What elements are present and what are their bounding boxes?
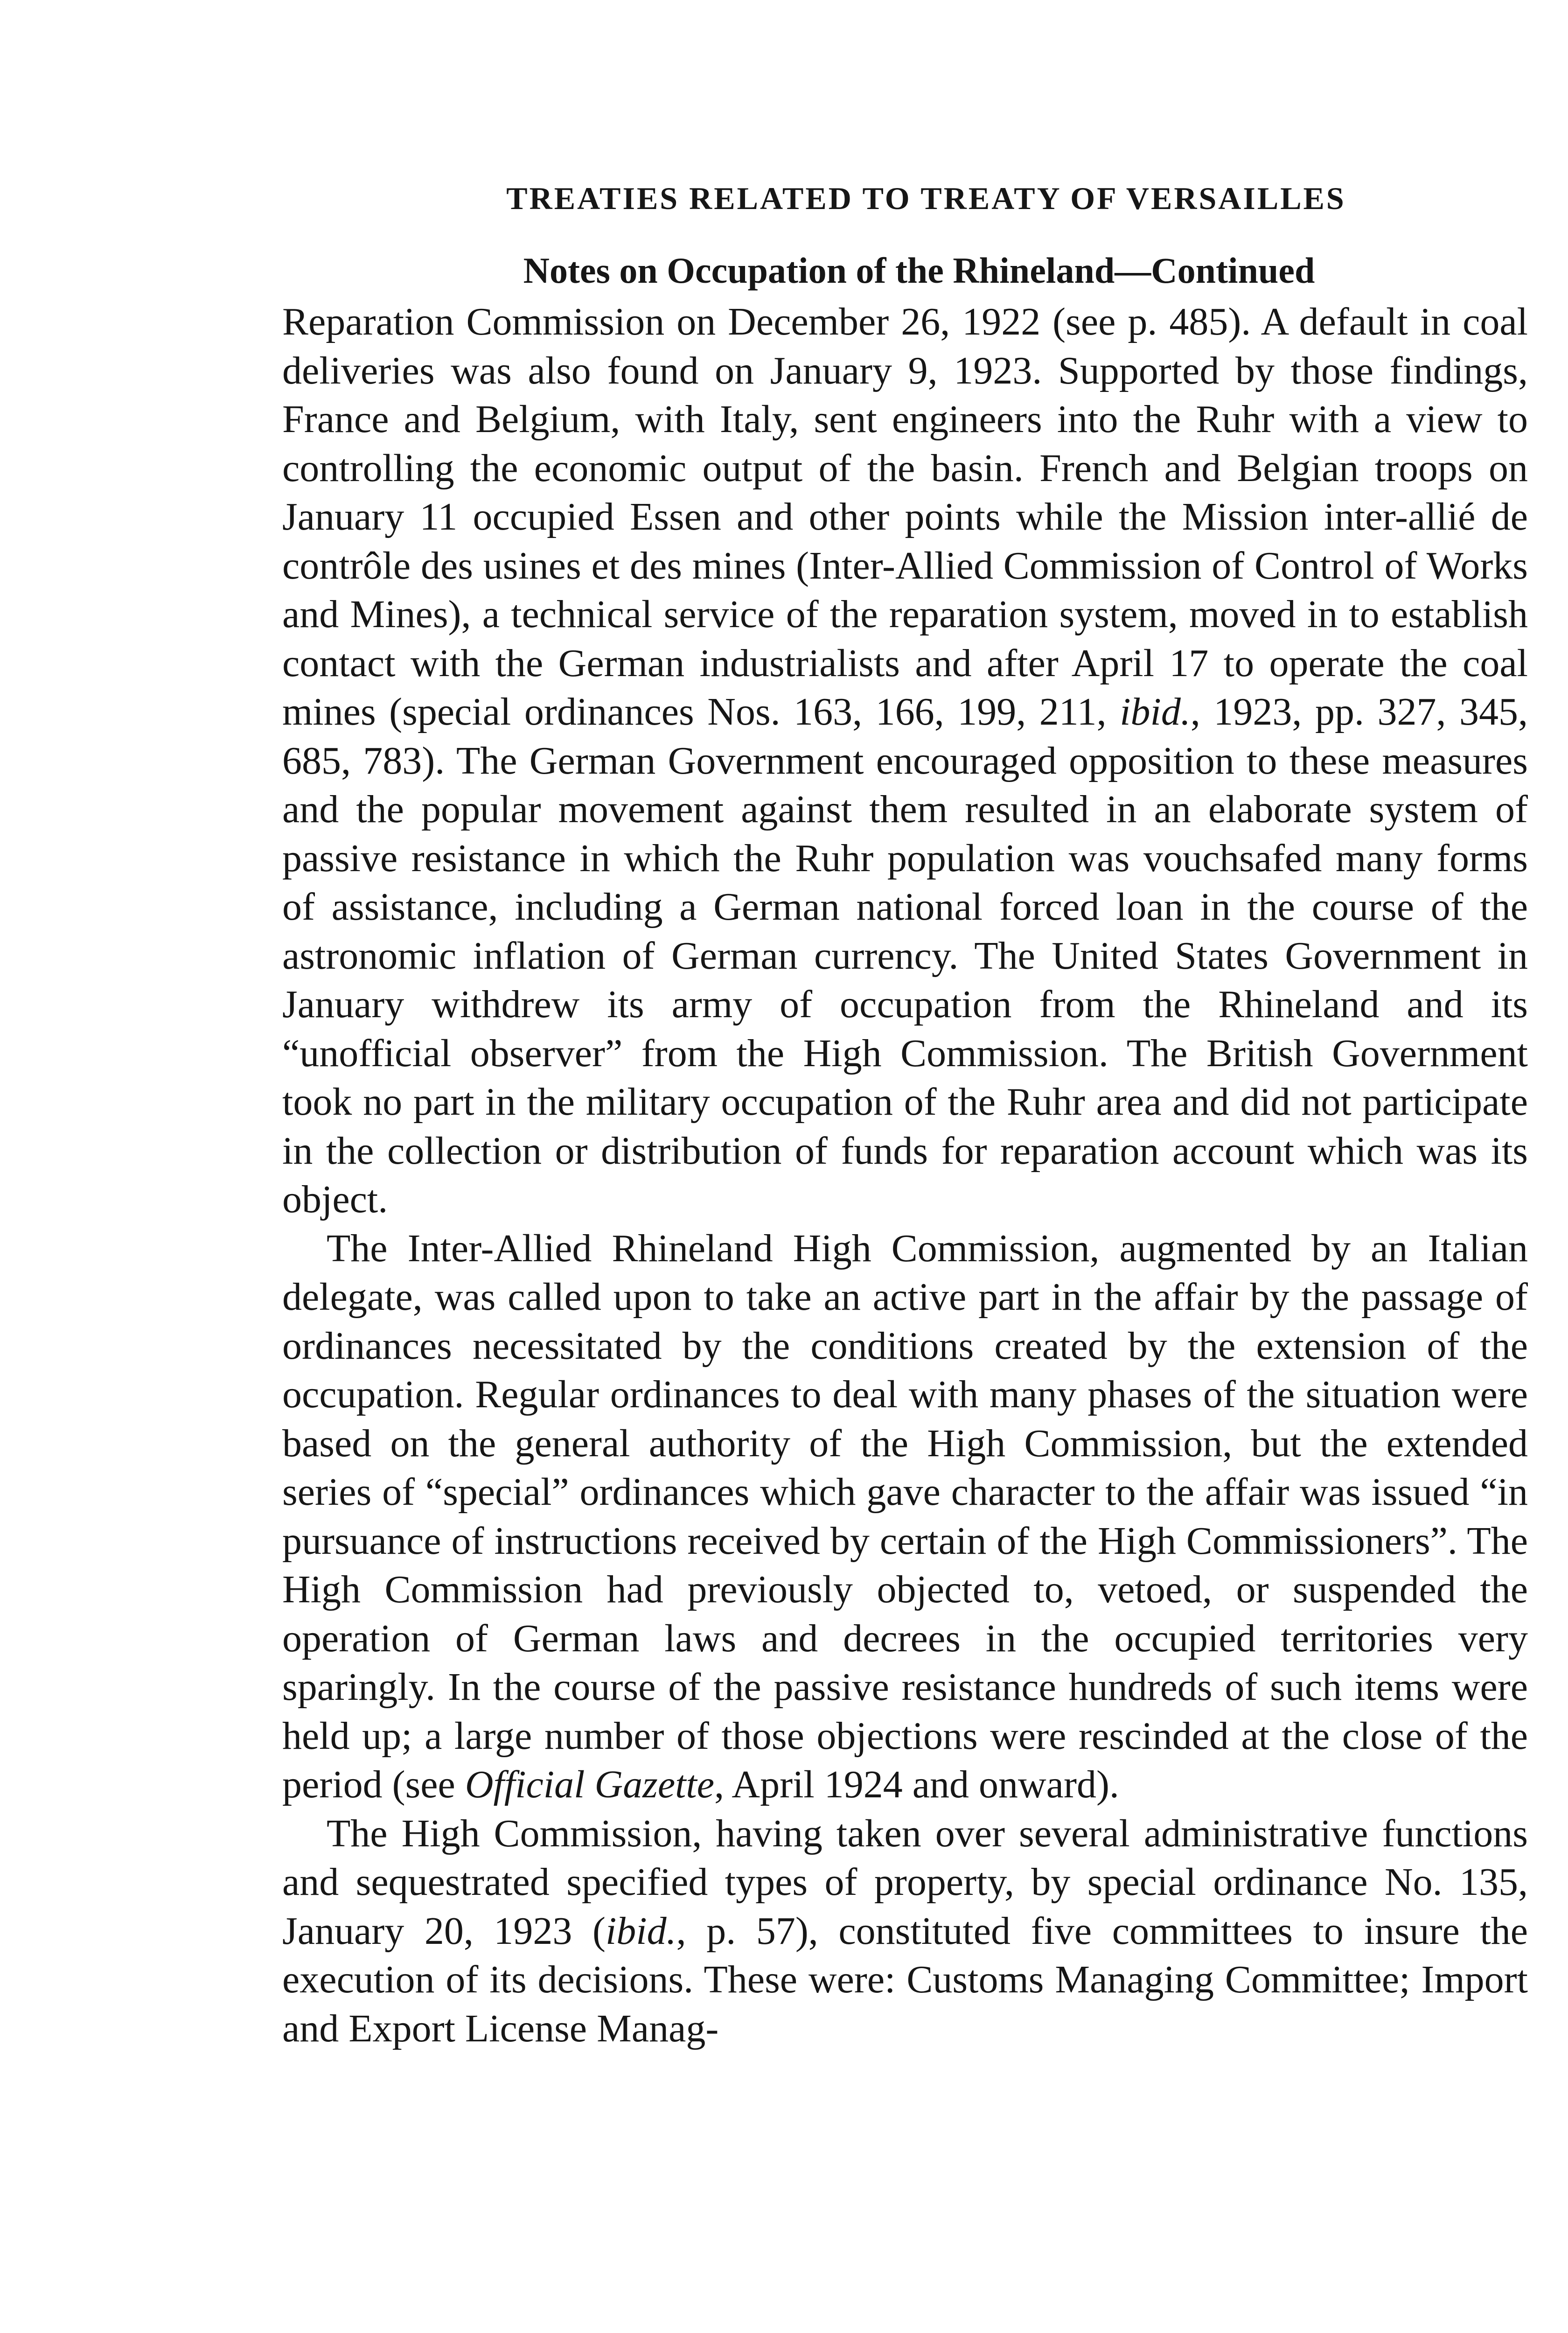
- paragraph-1-ibid-citation: ibid.: [1120, 690, 1191, 733]
- paragraph-2-official-gazette-citation: Official Gazette: [465, 1763, 715, 1806]
- document-page: [282, 177, 1528, 2053]
- running-head: TREATIES RELATED TO TREATY OF VERSAILLES: [506, 181, 1346, 216]
- paragraph-2-text-1: The Inter-Allied Rhineland High Commission, augmented by an Italian delegate, was called upon to take an active part in the affair by the passage of ordinances necessitated by the conditions created by the extension of the occupation. Regular ordinances to deal with many phases of the situation were based on the general authority of the High Commission, but the extended series of “special” ordinances which gave character to the affair was issued “in pursuance of instructions received by certain of the High Commissioners”. The High Commission had previously objected to, vetoed, or suspended the operation of German laws and decrees in the occupied territories very sparingly. In the course of the passive resistance hundreds of such items were held up; a large number of those objections were rescinded at the close of the period (see: [282, 1226, 1528, 1806]
- paragraph-2-text-2: , April 1924 and onward).: [714, 1763, 1119, 1806]
- paragraph-2: [282, 1224, 1528, 1809]
- paragraph-1-text-2: , 1923, pp. 327, 345, 685, 783). The German Government encouraged opposition to these measures and the popular movement against them resulted in an elaborate system of passive resistance in which the Ruhr population was vouchsafed many forms of assistance, including a German national forced loan in the course of the astronomic inflation of German currency. The United States Government in January withdrew its army of occupation from the Rhineland and its “unofficial observer” from the High Commission. The British Government took no part in the military occupation of the Ruhr area and did not participate in the collection or distribution of funds for reparation account which was its object.: [282, 690, 1528, 1221]
- paragraph-1-text-1: Reparation Commission on December 26, 1922 (see p. 485). A default in coal deliveries was also found on January 9, 1923. Supported by those findings, France and Belgium, with Italy, sent engineers into the Ruhr with a view to controlling the economic output of the basin. French and Belgian troops on January 11 occupied Essen and other points while the Mission inter-allié de contrôle des usines et des mines (Inter-Allied Commission of Control of Works and Mines), a technical service of the reparation system, moved in to establish contact with the German industrialists and after April 17 to operate the coal mines (special ordinances Nos. 163, 166, 199, 211,: [282, 300, 1528, 733]
- paragraph-1: [282, 298, 1528, 1224]
- paragraph-3: [282, 1809, 1528, 2054]
- paragraph-3-text-2: , p. 57), constituted five committees to insure the execution of its decisions. These were: Customs Managing Committee; Import and Export License Manag-: [282, 1909, 1528, 2050]
- paragraph-3-text-1: The High Commission, having taken over several administrative functions and sequestrated specified types of property, by special ordinance No. 135, January 20, 1923 (: [282, 1811, 1528, 1953]
- section-heading: Notes on Occupation of the Rhineland—Continued: [523, 250, 1315, 291]
- body-text: [282, 298, 1528, 2053]
- paragraph-3-ibid-citation: ibid.: [605, 1909, 676, 1953]
